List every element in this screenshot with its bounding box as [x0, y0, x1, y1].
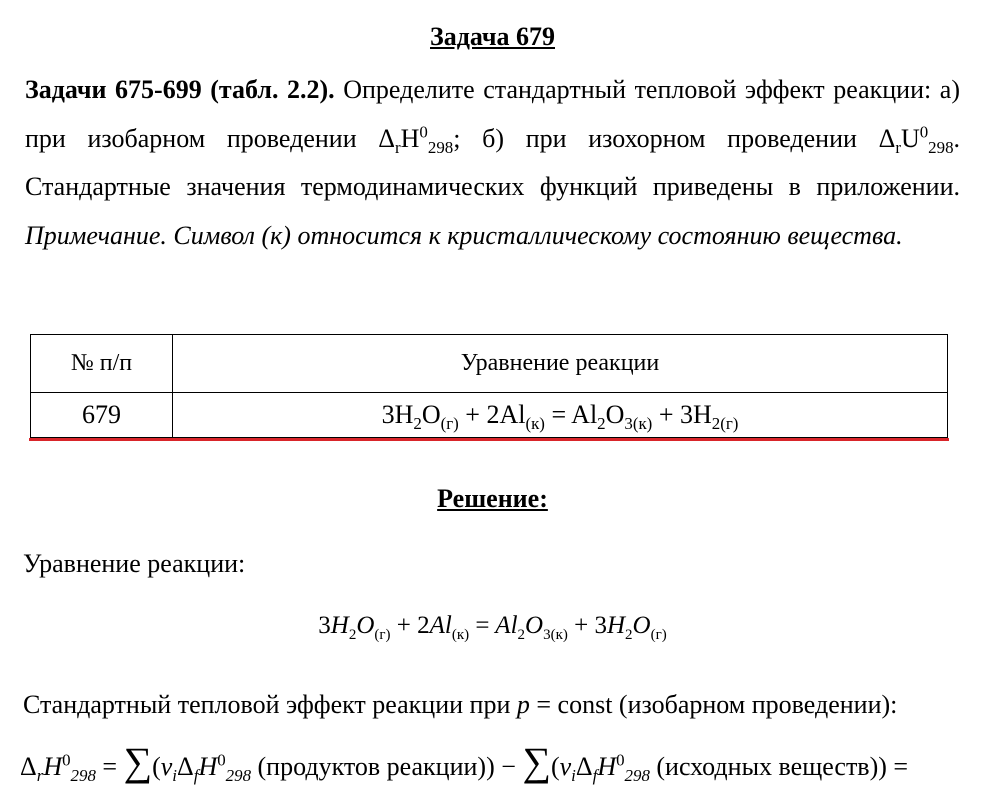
problem-note: Примечание. Символ (к) относится к кристаллическому состоянию вещества.	[25, 220, 903, 250]
red-underline	[29, 438, 949, 441]
problem-statement: Задачи 675-699 (табл. 2.2). Определите стандартный тепловой эффект реакции: а) при изобарном проведении $\Delta_rH^0_{298}$; б) при изохорном проведении $\Delta_rU^0_{298}$. Стандартные значения термодинамических функций приведены в приложении. Примечание. Символ (к) относится к кристаллическому состоянию вещества.	[25, 75, 961, 250]
formula-products-label: (продуктов реакции)	[257, 752, 487, 781]
page-title: Задача 679	[430, 22, 555, 51]
table-header-number: № п/п	[31, 335, 173, 393]
reaction-table	[30, 334, 948, 438]
reaction-equation: $3H_2O_{(г)} + 2Al_{(к)} = Al_2O_{3(к)} + 3H_2O_{(г)}$	[318, 612, 667, 643]
enthalpy-formula: $\Delta_rH^0_{298} = \sum(\nu_i\Delta_fH^0_{298}$ (продуктов реакции)) − $\sum(\nu_i\Delta_fH^0_{298}$ (исходных веществ)) =	[20, 739, 909, 785]
pconst-line: Стандартный тепловой эффект реакции при p = const (изобарном проведении):	[23, 690, 898, 719]
solution-title: Решение:	[437, 484, 548, 513]
table-cell-number: 679	[31, 393, 173, 438]
table-header-equation: Уравнение реакции	[173, 335, 948, 393]
equation-label: Уравнение реакции:	[23, 549, 246, 578]
problem-lead: Задачи 675-699 (табл. 2.2).	[25, 75, 335, 104]
table-cell-equation: $3H_2O_{(г)} + 2Al_{(к)} = Al_2O_{3(к)} + 3H_{2(г)}$	[173, 393, 948, 438]
formula-reactants-label: (исходных веществ)	[656, 752, 879, 781]
